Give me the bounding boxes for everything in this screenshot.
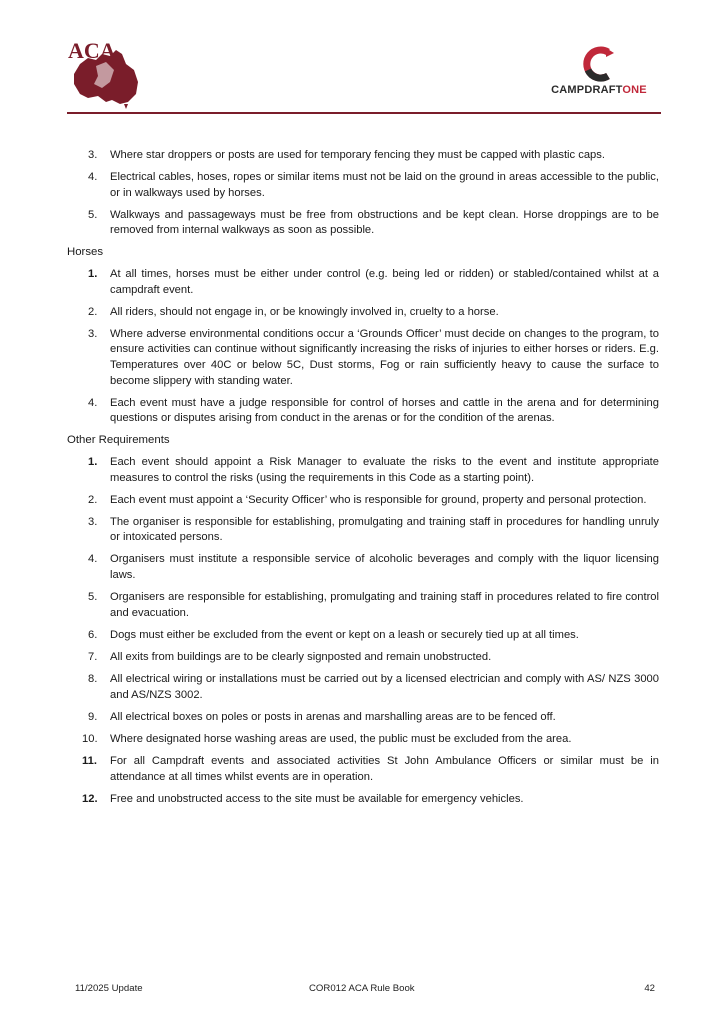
campdraft-c-icon — [582, 46, 616, 82]
list-item: 5. Organisers are responsible for establishing, promulgating and training staff in procedures related to fire control and evacuation. — [88, 591, 659, 619]
document-body — [67, 148, 659, 814]
australia-horse-logo-icon — [66, 36, 144, 112]
footer-document-title: COR012 ACA Rule Book — [309, 983, 415, 994]
list-item: 2. Each event must appoint a ‘Security Officer’ who is responsible for ground, property and personal protection. — [88, 493, 647, 506]
horses-list — [67, 267, 659, 427]
list-item: 5. Walkways and passageways must be free from obstructions and be kept clean. Horse droppings are to be removed from internal walkways as soon as possible. — [88, 208, 659, 237]
section-heading-other-requirements: Other Requirements — [67, 434, 170, 447]
footer-update-date: 11/2025 Update — [75, 983, 143, 994]
header-divider — [67, 112, 661, 114]
list-item: 3. The organiser is responsible for establishing, promulgating and training staff in procedures for handling unruly or intoxicated persons. — [88, 515, 659, 544]
list-item: 10. Where designated horse washing areas are used, the public must be excluded from the area. — [82, 732, 572, 745]
other-requirements-list — [67, 455, 659, 807]
list-item: 8. All electrical wiring or installations must be carried out by a licensed electrician and comply with AS/ NZS 3000 and AS/NZS 3002. — [88, 673, 659, 701]
list-item: 4. Organisers must institute a responsible service of alcoholic beverages and comply with the liquor licensing laws. — [88, 553, 659, 582]
svg-text:ACA: ACA — [68, 38, 116, 63]
list-item: 6. Dogs must either be excluded from the event or kept on a leash or securely tied up at all times. — [88, 628, 579, 641]
list-item: 11. For all Campdraft events and associated activities St John Ambulance Officers or similar must be in attendance at all times whilst events are in operation. — [82, 754, 659, 783]
list-item: 3. Where adverse environmental conditions occur a ‘Grounds Officer’ must decide on changes to the program, to ensure activities can continue without significantly increasing the risks of injuries to either horses or riders. E.g. Temperatures over 40C or below 5C, Dust storms, Fog or rain sufficiently heavy to cause the surface to become slippery with standing water. — [88, 327, 659, 387]
list-item: 4. Each event must have a judge responsible for control of horses and cattle in the arena and for determining questions or disputes arising from conduct in the arenas or for the condition of the arenas. — [88, 396, 659, 425]
campdraftone-logo — [544, 46, 654, 106]
footer-page-number: 42 — [644, 983, 655, 994]
page-header — [66, 32, 662, 114]
list-item: 7. All exits from buildings are to be clearly signposted and remain unobstructed. — [88, 650, 492, 663]
list-item: 4. Electrical cables, hoses, ropes or similar items must not be laid on the ground in areas accessible to the public, or in walkways used by horses. — [88, 171, 659, 199]
list-item: 1. Each event should appoint a Risk Manager to evaluate the risks to the event and institute appropriate measures to control the risks (using the requirements in this Code as a starting point). — [88, 456, 659, 484]
aca-logo — [66, 36, 144, 112]
list-item: 1. At all times, horses must be either under control (e.g. being led or ridden) or stabled/contained whilst at a campdraft event. — [88, 268, 659, 296]
campdraftone-wordmark: CAMPDRAFTONE — [551, 84, 647, 96]
intro-list — [67, 148, 659, 239]
list-item: 9. All electrical boxes on poles or posts in arenas and marshalling areas are to be fenced off. — [88, 710, 556, 723]
list-item: 3. Where star droppers or posts are used for temporary fencing they must be capped with plastic caps. — [88, 149, 605, 161]
list-item: 2. All riders, should not engage in, or be knowingly involved in, cruelty to a horse. — [88, 305, 499, 318]
section-heading-horses: Horses — [67, 246, 104, 259]
list-item: 12. Free and unobstructed access to the site must be available for emergency vehicles. — [82, 792, 524, 805]
